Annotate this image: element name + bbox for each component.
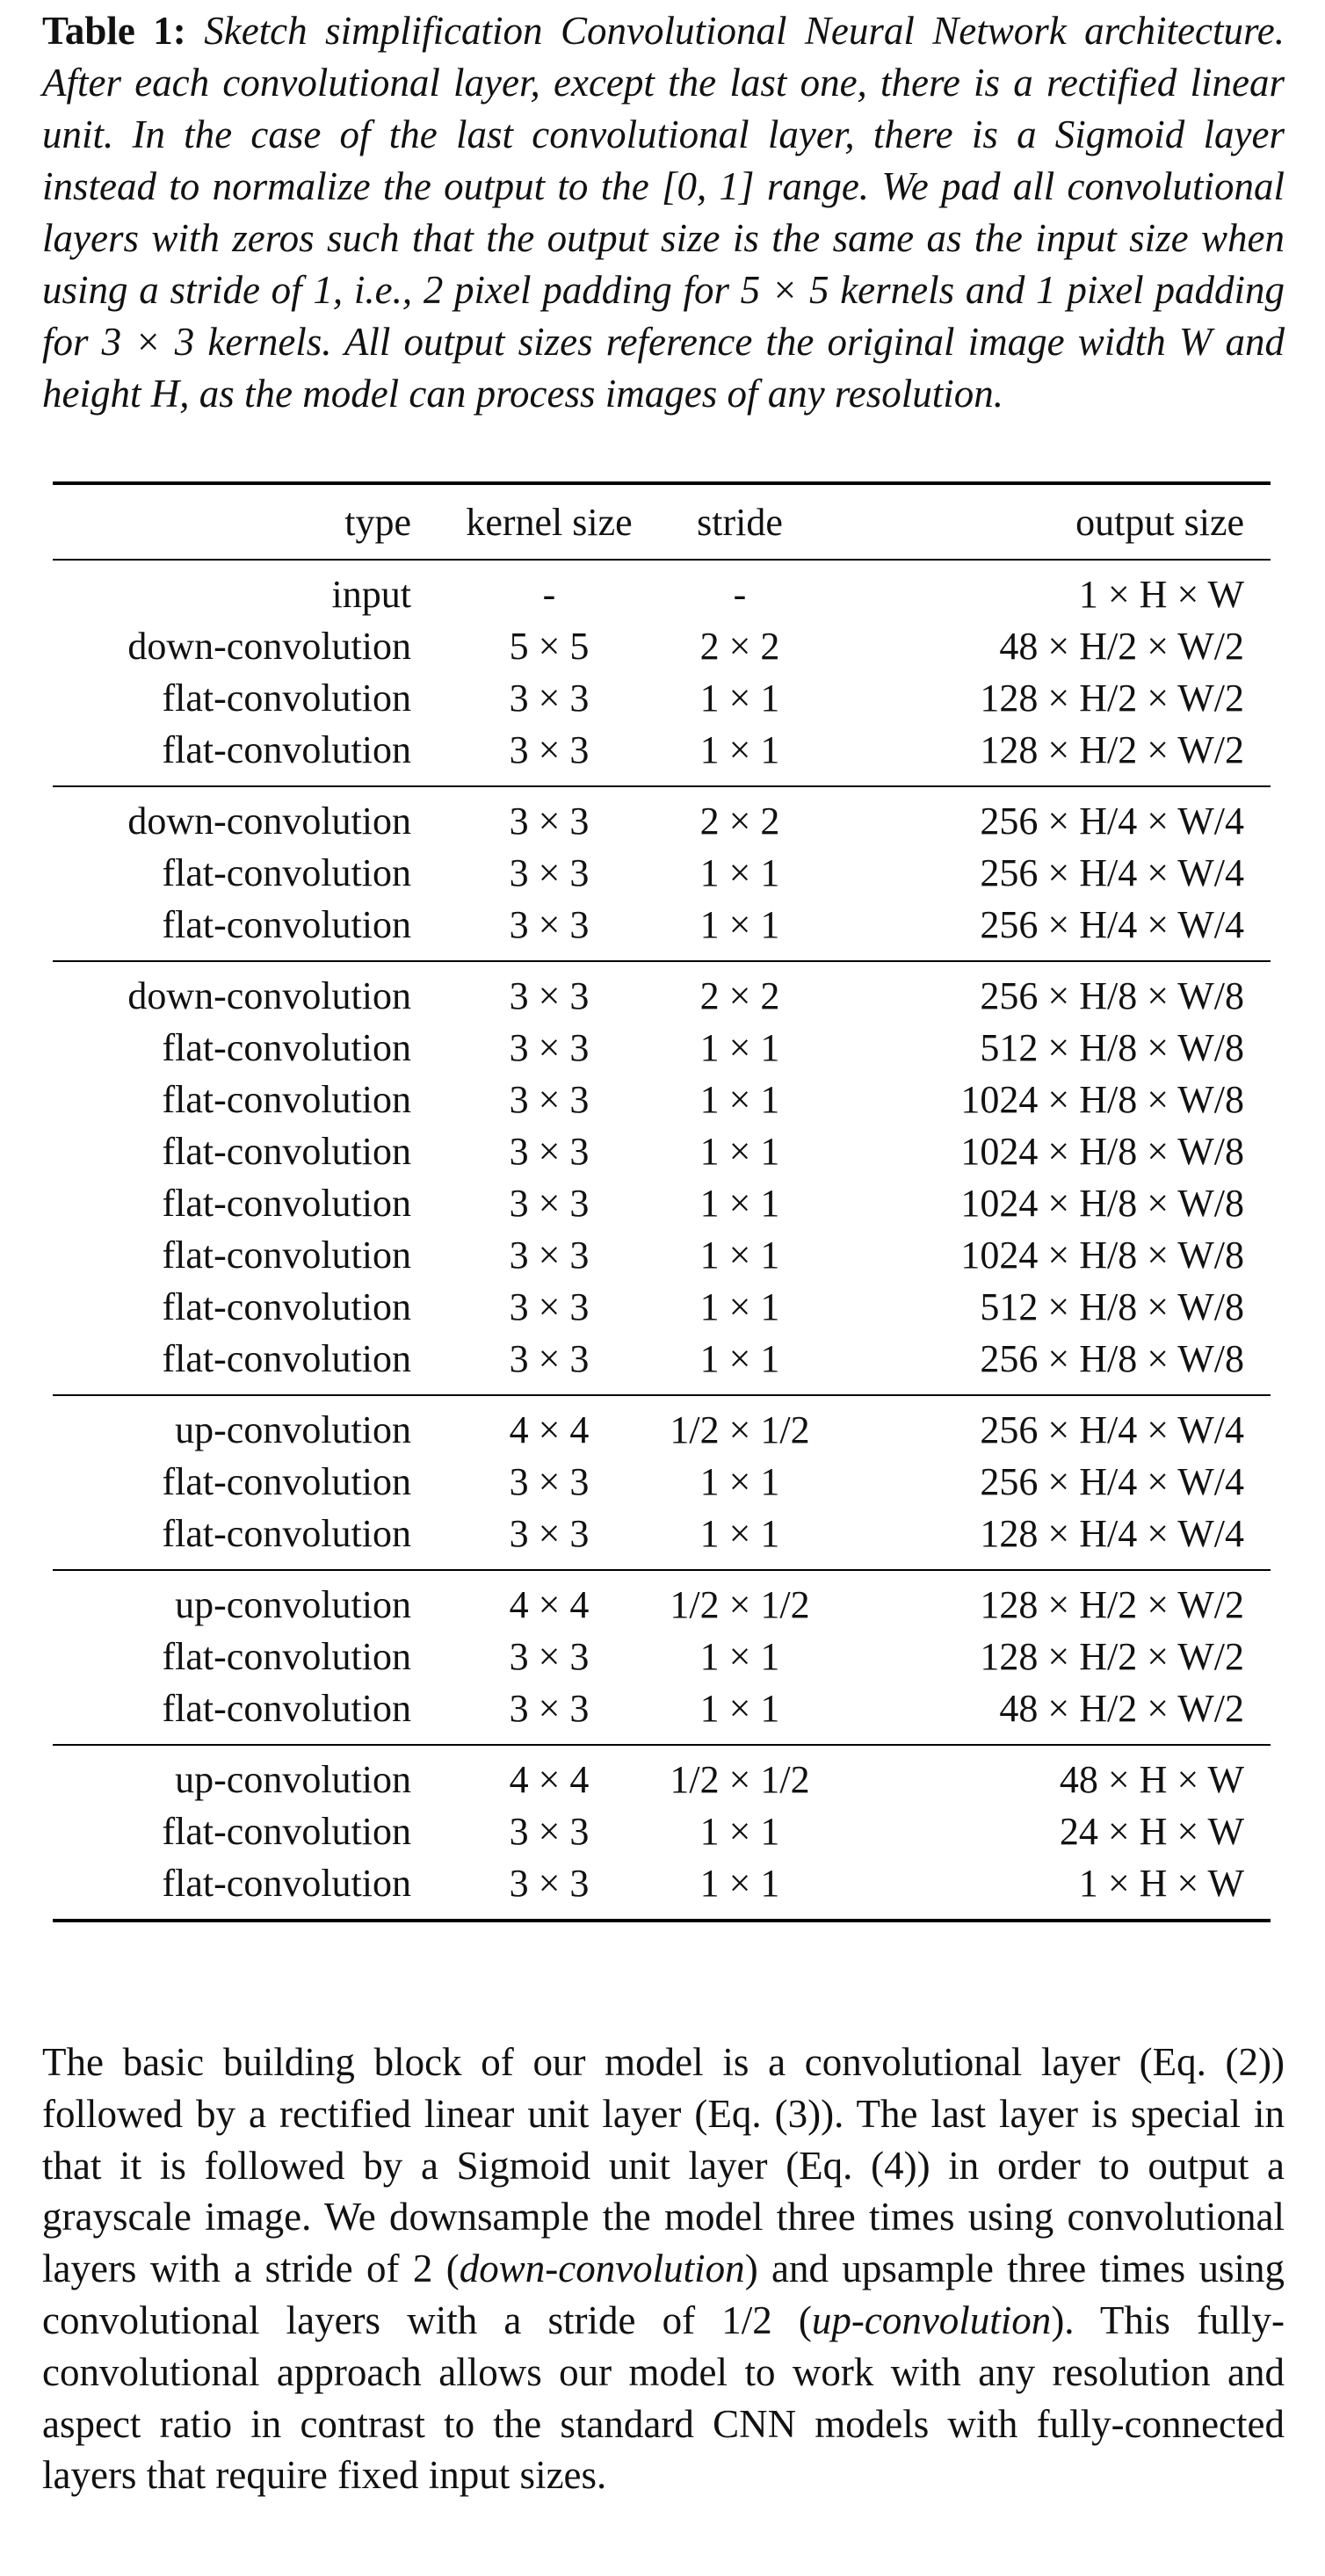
cell-kernel-size: 3 × 3: [509, 1687, 590, 1730]
cell-stride: 1 × 1: [699, 1130, 780, 1173]
cell-stride: 1 × 1: [699, 903, 780, 946]
table-row: [53, 1404, 1271, 1456]
cell-stride: 2 × 2: [699, 800, 780, 843]
cell-output-size: 1 × H × W: [1078, 573, 1244, 616]
cell-kernel-size: 3 × 3: [509, 903, 590, 946]
cell-stride: 1 × 1: [699, 851, 780, 894]
cell-type: up-convolution: [175, 1758, 411, 1801]
cell-type: down-convolution: [127, 625, 411, 668]
cell-output-size: 256 × H/4 × W/4: [980, 800, 1244, 843]
table-row: [53, 672, 1271, 724]
cell-kernel-size: 3 × 3: [509, 851, 590, 894]
cell-output-size: 48 × H/2 × W/2: [999, 625, 1244, 668]
cell-output-size: 256 × H/8 × W/8: [980, 1337, 1244, 1380]
caption-text: Sketch simplification Convolutional Neural Network architecture. After each convolutional layer, except the last one, there is a rectified linear unit. In the case of the last convolutional layer, there is a Sigmoid layer instead to normalize the output to the [0, 1] range. We pad all convolutional layers with zeros such that the output size is the same as the input size when using a stride of 1, i.e., 2 pixel padding for 5 × 5 kernels and 1 pixel padding for 3 × 3 kernels. All output sizes reference the original image width W and height H, as the model can process images of any resolution.: [42, 9, 1285, 416]
cell-type: flat-convolution: [162, 677, 411, 720]
cell-type: down-convolution: [127, 974, 411, 1017]
cell-kernel-size: 3 × 3: [509, 1512, 590, 1555]
cell-kernel-size: 3 × 3: [509, 1234, 590, 1277]
cell-kernel-size: 3 × 3: [509, 1285, 590, 1328]
cell-output-size: 1024 × H/8 × W/8: [960, 1130, 1244, 1173]
cell-output-size: 256 × H/4 × W/4: [980, 1460, 1244, 1503]
cell-kernel-size: 3 × 3: [509, 677, 590, 720]
header-kernel-size: kernel size: [466, 500, 633, 544]
table-row: [53, 1074, 1271, 1125]
cell-type: flat-convolution: [162, 851, 411, 894]
cell-stride: 1/2 × 1/2: [670, 1583, 810, 1626]
cell-stride: 1 × 1: [699, 1512, 780, 1555]
cell-stride: 1 × 1: [699, 1810, 780, 1853]
cell-output-size: 48 × H/2 × W/2: [999, 1687, 1244, 1730]
cell-kernel-size: 3 × 3: [509, 728, 590, 771]
cell-output-size: 1024 × H/8 × W/8: [960, 1182, 1244, 1225]
table-header-row: [53, 485, 1271, 559]
cell-output-size: 128 × H/2 × W/2: [980, 1635, 1244, 1678]
table-row: [53, 1857, 1271, 1909]
cell-type: flat-convolution: [162, 1078, 411, 1121]
cell-output-size: 48 × H × W: [1059, 1758, 1244, 1801]
paragraph-text-1: The basic building block of our model is a convolutional layer (Eq. (2)) followed by a rectified linear unit layer (Eq. (3)). The last layer is special in that it is followed by a Sigmoid unit layer (Eq. (4)) in order to output a grayscale image. We downsample the model three times using convolutional layers with a stride of 2 (: [42, 2040, 1285, 2291]
cell-stride: 1/2 × 1/2: [670, 1758, 810, 1801]
cell-output-size: 512 × H/8 × W/8: [980, 1285, 1244, 1328]
table-row-group: [53, 1571, 1271, 1744]
term-down-convolution: down-convolution: [459, 2247, 745, 2291]
cell-output-size: 128 × H/2 × W/2: [980, 728, 1244, 771]
table-row: [53, 1682, 1271, 1734]
cell-type: flat-convolution: [162, 1810, 411, 1853]
cell-output-size: 128 × H/2 × W/2: [980, 1583, 1244, 1626]
cell-stride: 1 × 1: [699, 1234, 780, 1277]
cell-type: flat-convolution: [162, 1460, 411, 1503]
cell-stride: 2 × 2: [699, 974, 780, 1017]
cell-kernel-size: 3 × 3: [509, 974, 590, 1017]
cell-output-size: 256 × H/4 × W/4: [980, 851, 1244, 894]
table-row: [53, 1754, 1271, 1805]
cell-type: flat-convolution: [162, 1234, 411, 1277]
body-paragraph: [42, 2037, 1285, 2501]
cell-kernel-size: 3 × 3: [509, 1337, 590, 1380]
cell-type: down-convolution: [127, 800, 411, 843]
table-row: [53, 1281, 1271, 1333]
cell-type: flat-convolution: [162, 1687, 411, 1730]
paragraph-text-2: ) and upsample three times using convolutional layers with a stride of 1/2 (: [42, 2247, 1285, 2342]
table-row: [53, 1805, 1271, 1857]
cell-type: flat-convolution: [162, 1635, 411, 1678]
cell-output-size: 1024 × H/8 × W/8: [960, 1078, 1244, 1121]
cell-output-size: 128 × H/4 × W/4: [980, 1512, 1244, 1555]
cell-type: flat-convolution: [162, 1862, 411, 1905]
cell-output-size: 256 × H/4 × W/4: [980, 903, 1244, 946]
cell-type: flat-convolution: [162, 1130, 411, 1173]
cell-stride: -: [733, 573, 747, 616]
cell-stride: 1 × 1: [699, 1635, 780, 1678]
cell-kernel-size: 4 × 4: [509, 1758, 590, 1801]
table-row: [53, 568, 1271, 620]
table-row: [53, 795, 1271, 847]
cell-stride: 1 × 1: [699, 1078, 780, 1121]
cell-output-size: 24 × H × W: [1059, 1810, 1244, 1853]
cell-kernel-size: 3 × 3: [509, 1862, 590, 1905]
table-row: [53, 1125, 1271, 1177]
table-row: [53, 847, 1271, 899]
header-stride: stride: [697, 500, 783, 544]
cell-stride: 1/2 × 1/2: [670, 1408, 810, 1451]
cell-output-size: 256 × H/8 × W/8: [980, 974, 1244, 1017]
cell-kernel-size: 3 × 3: [509, 1182, 590, 1225]
cell-type: flat-convolution: [162, 1337, 411, 1380]
table-row-group: [53, 787, 1271, 960]
table-row: [53, 724, 1271, 776]
table-row: [53, 1631, 1271, 1682]
cell-output-size: 128 × H/2 × W/2: [980, 677, 1244, 720]
table-body: [53, 559, 1271, 1919]
cell-kernel-size: 4 × 4: [509, 1408, 590, 1451]
table-row-group: [53, 1396, 1271, 1569]
cell-stride: 1 × 1: [699, 1862, 780, 1905]
cell-stride: 1 × 1: [699, 728, 780, 771]
cell-kernel-size: 3 × 3: [509, 1026, 590, 1069]
table-row: [53, 1508, 1271, 1559]
term-up-convolution: up-convolution: [811, 2297, 1052, 2342]
cell-kernel-size: 3 × 3: [509, 1460, 590, 1503]
table-bottom-rule: [53, 1919, 1271, 1922]
cell-kernel-size: 5 × 5: [509, 625, 590, 668]
cell-stride: 2 × 2: [699, 625, 780, 668]
cell-type: flat-convolution: [162, 1026, 411, 1069]
cell-output-size: 256 × H/4 × W/4: [980, 1408, 1244, 1451]
cell-kernel-size: 3 × 3: [509, 1130, 590, 1173]
cell-kernel-size: -: [542, 573, 556, 616]
table-row: [53, 970, 1271, 1022]
cell-type: flat-convolution: [162, 903, 411, 946]
cell-output-size: 1 × H × W: [1078, 1862, 1244, 1905]
cell-type: up-convolution: [175, 1408, 411, 1451]
cell-stride: 1 × 1: [699, 1182, 780, 1225]
cell-type: flat-convolution: [162, 1285, 411, 1328]
paragraph-text-3: ). This fully-convolutional approach allows our model to work with any resolution and aspect ratio in contrast to the standard CNN models with fully-connected layers that require fixed input sizes.: [42, 2297, 1285, 2498]
cell-kernel-size: 3 × 3: [509, 1078, 590, 1121]
table-row: [53, 1456, 1271, 1508]
table-row: [53, 1333, 1271, 1385]
header-output-size: output size: [1075, 500, 1244, 544]
cell-type: input: [331, 573, 411, 616]
table-row: [53, 1229, 1271, 1281]
cell-stride: 1 × 1: [699, 1337, 780, 1380]
table-row: [53, 620, 1271, 672]
cell-stride: 1 × 1: [699, 1285, 780, 1328]
header-type: type: [344, 500, 411, 544]
cell-kernel-size: 3 × 3: [509, 1635, 590, 1678]
cell-kernel-size: 4 × 4: [509, 1583, 590, 1626]
table-row: [53, 1579, 1271, 1631]
cell-stride: 1 × 1: [699, 1026, 780, 1069]
cell-output-size: 512 × H/8 × W/8: [980, 1026, 1244, 1069]
caption-label: Table 1:: [42, 9, 186, 53]
architecture-table: [53, 481, 1271, 1922]
cell-type: flat-convolution: [162, 728, 411, 771]
table-row-group: [53, 1746, 1271, 1919]
cell-kernel-size: 3 × 3: [509, 800, 590, 843]
table-row: [53, 899, 1271, 951]
table-row: [53, 1177, 1271, 1229]
cell-stride: 1 × 1: [699, 1460, 780, 1503]
table-row: [53, 1022, 1271, 1074]
cell-type: flat-convolution: [162, 1182, 411, 1225]
cell-kernel-size: 3 × 3: [509, 1810, 590, 1853]
table-caption: [42, 5, 1285, 420]
table-row-group: [53, 561, 1271, 785]
table-row-group: [53, 962, 1271, 1394]
cell-output-size: 1024 × H/8 × W/8: [960, 1234, 1244, 1277]
cell-type: flat-convolution: [162, 1512, 411, 1555]
cell-stride: 1 × 1: [699, 1687, 780, 1730]
cell-stride: 1 × 1: [699, 677, 780, 720]
cell-type: up-convolution: [175, 1583, 411, 1626]
